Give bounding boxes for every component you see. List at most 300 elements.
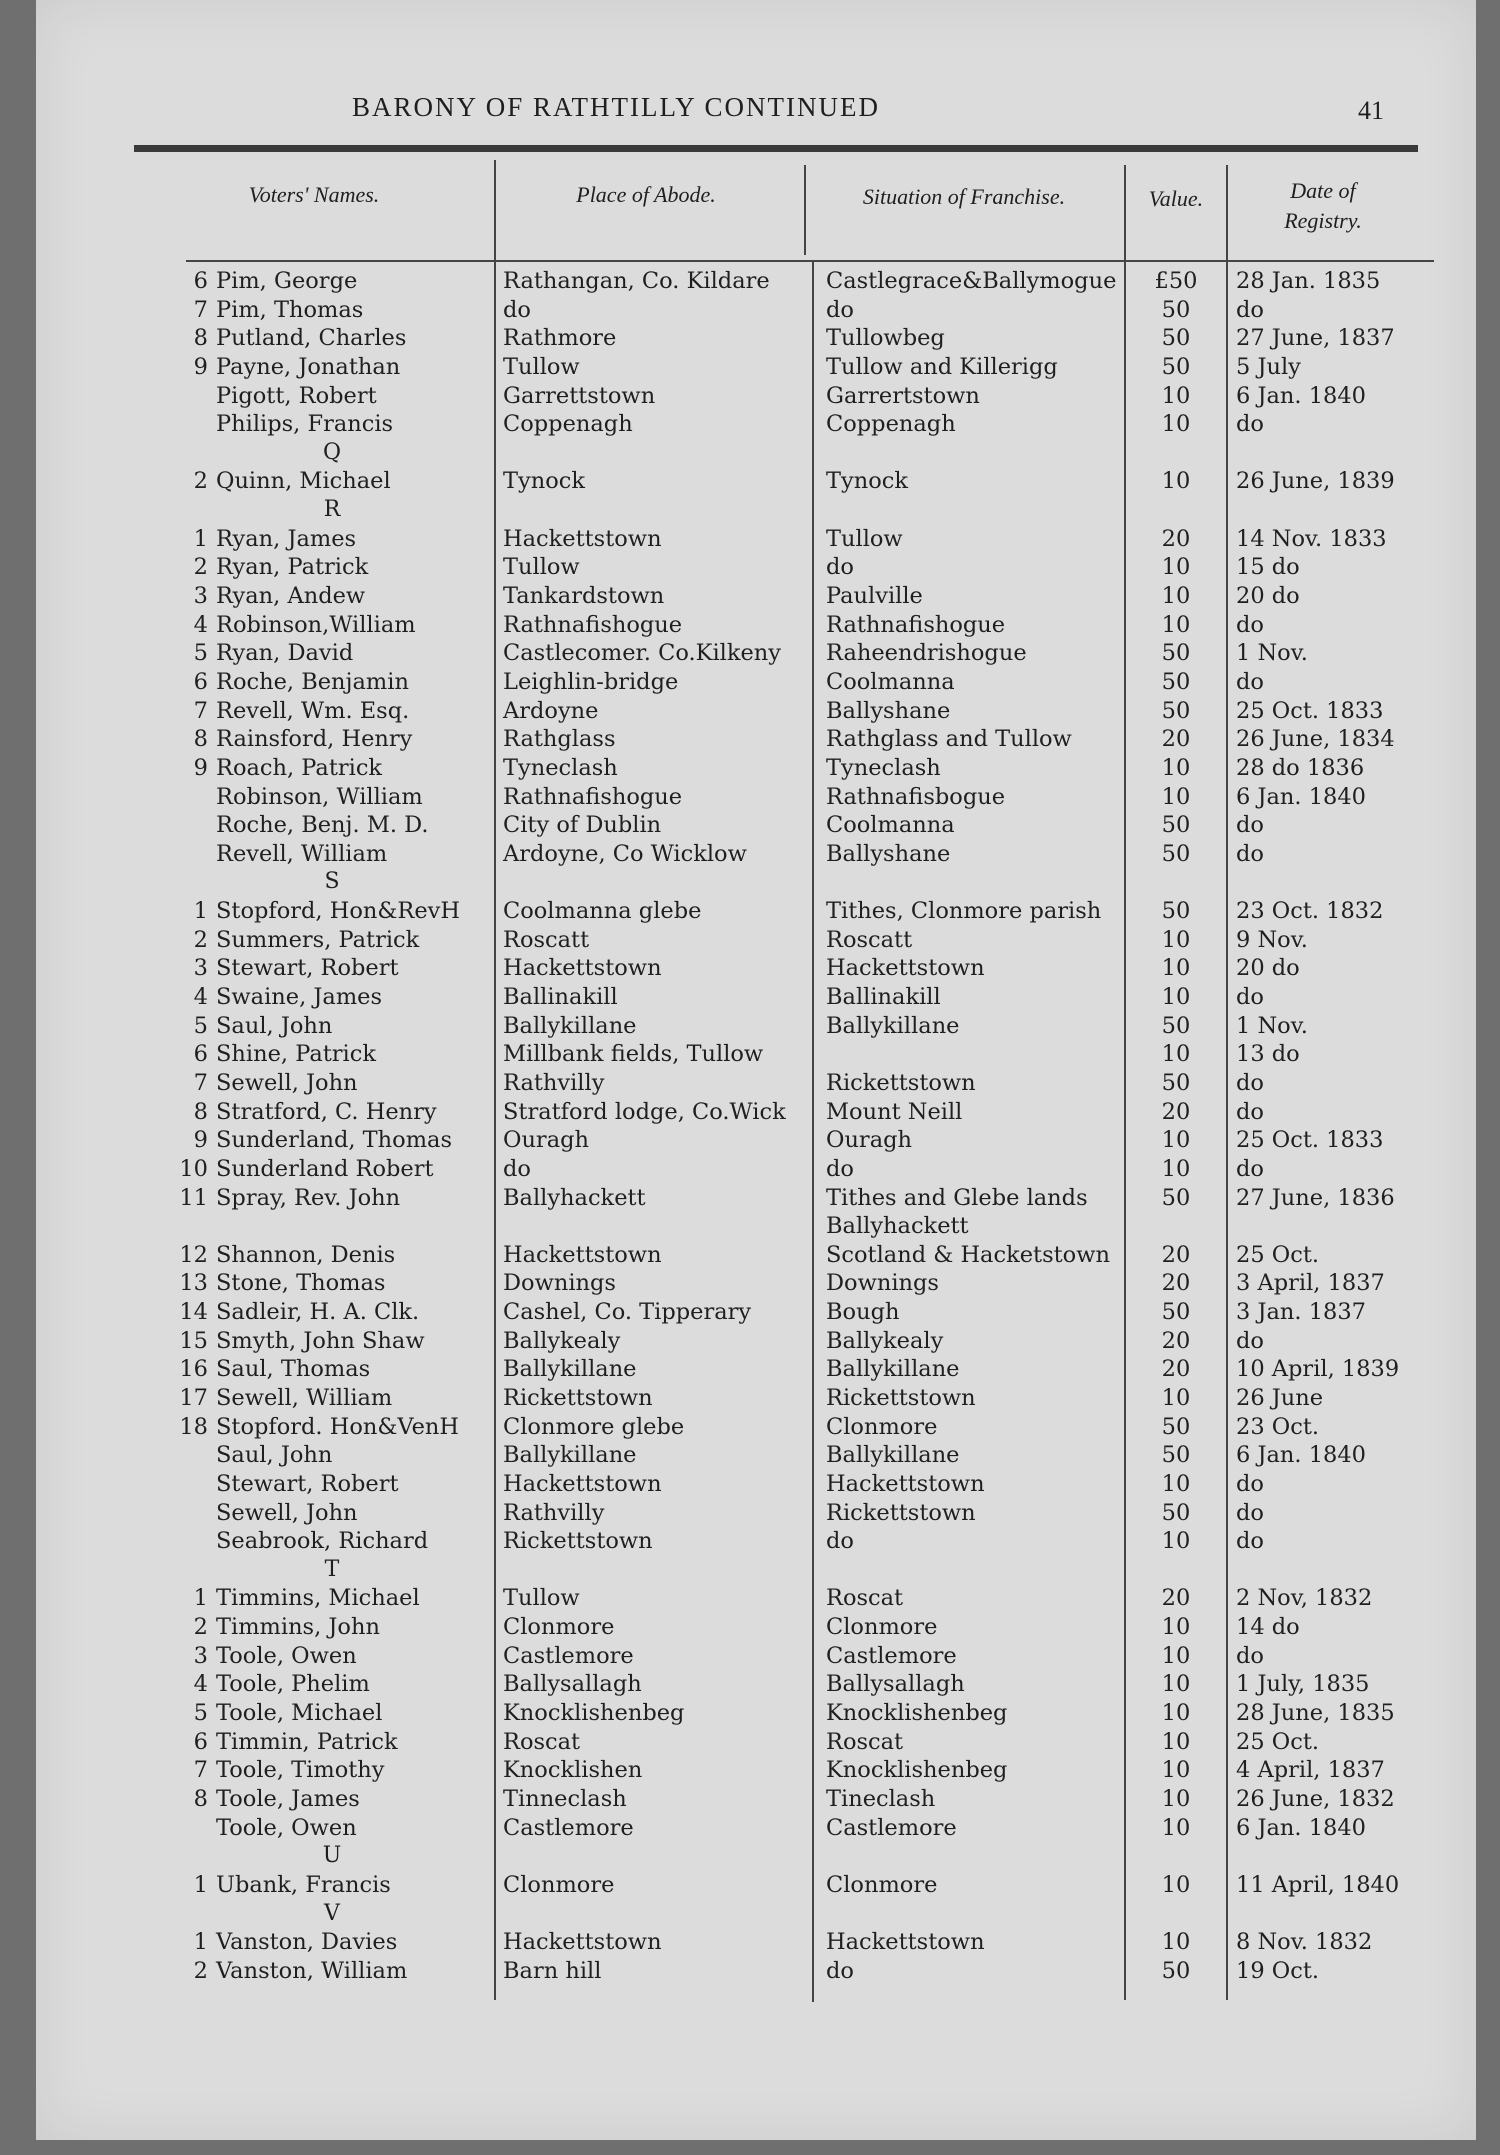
franchise-value: 10 xyxy=(1161,984,1191,1011)
date-of-registry: 26 June xyxy=(1236,1384,1324,1411)
table-row xyxy=(36,698,1476,727)
date-of-registry: do xyxy=(1236,668,1264,695)
section-letter: S xyxy=(324,869,340,895)
franchise-value: 10 xyxy=(1161,611,1191,638)
date-of-registry: do xyxy=(1236,840,1264,867)
row-number: 10 xyxy=(179,1155,208,1182)
situation-of-franchise: Knocklishenbeg xyxy=(826,1700,1008,1727)
row-number: 12 xyxy=(179,1241,208,1268)
date-of-registry: 1 July, 1835 xyxy=(1236,1671,1370,1698)
row-number: 7 xyxy=(193,1069,208,1096)
place-of-abode: Clonmore xyxy=(503,1871,615,1898)
table-row xyxy=(36,468,1476,497)
table-row xyxy=(36,955,1476,984)
row-number: 1 xyxy=(193,898,208,925)
voter-name: Pigott, Robert xyxy=(216,382,377,409)
voter-list xyxy=(36,268,1476,1986)
franchise-value: 10 xyxy=(1161,1700,1191,1727)
table-row xyxy=(36,383,1476,412)
table-row xyxy=(36,1070,1476,1099)
date-of-registry: do xyxy=(1236,1098,1264,1125)
row-number: 3 xyxy=(193,583,208,610)
voter-name: Pim, George xyxy=(216,268,358,294)
voter-name: Toole, Michael xyxy=(216,1700,383,1727)
table-row xyxy=(36,1127,1476,1156)
situation-of-franchise: Downings xyxy=(826,1270,939,1297)
table-row xyxy=(36,812,1476,841)
situation-of-franchise: do xyxy=(826,1957,854,1984)
table-row xyxy=(36,1242,1476,1271)
place-of-abode: Clonmore xyxy=(503,1614,615,1641)
place-of-abode: Ballykealy xyxy=(503,1327,621,1354)
date-of-registry: 4 April, 1837 xyxy=(1236,1757,1385,1784)
date-of-registry: 6 Jan. 1840 xyxy=(1236,1442,1366,1469)
voter-name: Stewart, Robert xyxy=(216,955,399,982)
table-row xyxy=(36,726,1476,755)
franchise-value: 10 xyxy=(1161,1127,1191,1154)
section-letter: T xyxy=(324,1556,340,1582)
franchise-value: 50 xyxy=(1161,640,1191,667)
franchise-value: 10 xyxy=(1161,1041,1191,1068)
place-of-abode: Castlemore xyxy=(503,1642,634,1669)
situation-of-franchise: Rathnafishogue xyxy=(826,611,1006,638)
date-of-registry: 26 June, 1839 xyxy=(1236,468,1395,495)
column-header-value: Value. xyxy=(1148,186,1204,211)
date-of-registry: do xyxy=(1236,1069,1264,1096)
situation-of-franchise: do xyxy=(826,554,854,581)
row-number: 8 xyxy=(193,1098,208,1125)
franchise-value: 20 xyxy=(1161,1327,1191,1354)
date-of-registry: 2 Nov, 1832 xyxy=(1236,1585,1373,1612)
table-row xyxy=(36,354,1476,383)
column-header-franchise: Situation of Franchise. xyxy=(862,184,1066,209)
place-of-abode: Ballykillane xyxy=(503,1356,637,1383)
row-number: 2 xyxy=(193,1957,208,1984)
page-header xyxy=(36,92,1476,132)
date-of-registry: 1 Nov. xyxy=(1236,640,1308,667)
voter-name: Stone, Thomas xyxy=(216,1270,386,1297)
place-of-abode: Millbank fields, Tullow xyxy=(503,1041,764,1068)
date-of-registry: 6 Jan. 1840 xyxy=(1236,1814,1366,1841)
situation-of-franchise: Ballyhackett xyxy=(826,1213,969,1240)
date-of-registry: 25 Oct. xyxy=(1236,1241,1320,1268)
table-row xyxy=(36,1528,1476,1557)
date-of-registry: 9 Nov. xyxy=(1236,926,1308,953)
table-row xyxy=(36,841,1476,870)
table-row xyxy=(36,1671,1476,1700)
situation-of-franchise: do xyxy=(826,1528,854,1555)
column-header-names: Voters' Names. xyxy=(248,182,380,207)
situation-of-franchise: Rathglass and Tullow xyxy=(826,726,1072,753)
voter-name: Ryan, David xyxy=(216,640,354,667)
voter-name: Ryan, Andew xyxy=(216,583,366,610)
voter-name: Saul, John xyxy=(216,1012,333,1039)
date-of-registry: do xyxy=(1236,1528,1264,1555)
place-of-abode: do xyxy=(503,1155,531,1182)
row-number: 2 xyxy=(193,1614,208,1641)
situation-of-franchise: Tullow xyxy=(826,525,903,552)
voter-name: Rainsford, Henry xyxy=(216,726,413,753)
place-of-abode: Leighlin-bridge xyxy=(503,668,679,695)
place-of-abode: Hackettstown xyxy=(503,1929,662,1956)
voter-name: Vanston, William xyxy=(216,1957,408,1984)
date-of-registry: 25 Oct. 1833 xyxy=(1236,1127,1384,1154)
row-number: 4 xyxy=(193,1671,208,1698)
page-number: 41 xyxy=(1358,96,1384,125)
franchise-value: 50 xyxy=(1161,1442,1191,1469)
place-of-abode: Ballyhackett xyxy=(503,1184,646,1211)
voter-name: Stratford, C. Henry xyxy=(216,1098,437,1125)
voter-name: Robinson, William xyxy=(216,783,423,810)
voter-name: Sunderland, Thomas xyxy=(216,1127,453,1154)
voter-name: Sadleir, H. A. Clk. xyxy=(216,1299,420,1326)
situation-of-franchise: Castlegrace&Ballymogue xyxy=(826,268,1117,294)
situation-of-franchise: do xyxy=(826,1155,854,1182)
franchise-value: 20 xyxy=(1161,1270,1191,1297)
document-page xyxy=(36,0,1476,2140)
situation-of-franchise: Bough xyxy=(826,1299,900,1326)
voter-name: Roche, Benj. M. D. xyxy=(216,812,429,839)
voter-name: Roach, Patrick xyxy=(216,754,383,781)
row-number: 11 xyxy=(179,1184,208,1211)
date-of-registry: do xyxy=(1236,1327,1264,1354)
table-row xyxy=(36,297,1476,326)
column-header-date-line2: Registry. xyxy=(1284,208,1362,233)
row-number: 13 xyxy=(179,1270,208,1297)
date-of-registry: 14 Nov. 1833 xyxy=(1236,525,1387,552)
place-of-abode: Tyneclash xyxy=(503,754,618,781)
date-of-registry: 23 Oct. xyxy=(1236,1413,1320,1440)
row-number: 1 xyxy=(193,1929,208,1956)
voter-name: Shannon, Denis xyxy=(216,1241,396,1268)
franchise-value: 10 xyxy=(1161,1470,1191,1497)
voter-name: Spray, Rev. John xyxy=(216,1184,401,1211)
franchise-value: 50 xyxy=(1161,1957,1191,1984)
table-row xyxy=(36,612,1476,641)
row-number: 5 xyxy=(193,1700,208,1727)
franchise-value: 10 xyxy=(1161,583,1191,610)
row-number: 1 xyxy=(193,1871,208,1898)
situation-of-franchise: Ballykillane xyxy=(826,1356,960,1383)
row-number: 3 xyxy=(193,1642,208,1669)
date-of-registry: 28 June, 1835 xyxy=(1236,1700,1395,1727)
voter-name: Shine, Patrick xyxy=(216,1041,376,1068)
situation-of-franchise: Mount Neill xyxy=(826,1098,963,1125)
situation-of-franchise: Tullow and Killerigg xyxy=(826,353,1058,380)
franchise-value: 10 xyxy=(1161,1785,1191,1812)
column-divider xyxy=(804,165,806,255)
franchise-value: 10 xyxy=(1161,1528,1191,1555)
franchise-value: 10 xyxy=(1161,1757,1191,1784)
section-letter-row xyxy=(36,1557,1476,1586)
situation-of-franchise: Tullowbeg xyxy=(826,325,945,352)
section-letter-row xyxy=(36,440,1476,469)
table-row xyxy=(36,1414,1476,1443)
date-of-registry: 19 Oct. xyxy=(1236,1957,1320,1984)
franchise-value: 50 xyxy=(1161,1299,1191,1326)
row-number: 14 xyxy=(179,1299,208,1326)
row-number: 4 xyxy=(193,984,208,1011)
date-of-registry: do xyxy=(1236,1642,1264,1669)
table-row xyxy=(36,1614,1476,1643)
table-row xyxy=(36,1872,1476,1901)
table-row xyxy=(36,784,1476,813)
table-row xyxy=(36,1700,1476,1729)
section-letter-row xyxy=(36,497,1476,526)
voter-name: Saul, Thomas xyxy=(216,1356,371,1383)
situation-of-franchise: Tineclash xyxy=(826,1785,936,1812)
row-number: 1 xyxy=(193,525,208,552)
date-of-registry: do xyxy=(1236,1155,1264,1182)
place-of-abode: Clonmore glebe xyxy=(503,1413,685,1440)
table-row xyxy=(36,1328,1476,1357)
situation-of-franchise: Coolmanna xyxy=(826,812,955,839)
row-number: 18 xyxy=(179,1413,208,1440)
voter-name: Revell, Wm. Esq. xyxy=(216,697,410,724)
voter-name: Quinn, Michael xyxy=(216,468,391,495)
voter-name: Revell, William xyxy=(216,840,388,867)
franchise-value: 10 xyxy=(1161,1871,1191,1898)
franchise-value: 10 xyxy=(1161,1642,1191,1669)
franchise-value: 10 xyxy=(1161,783,1191,810)
situation-of-franchise: Ballykealy xyxy=(826,1327,944,1354)
voter-name: Toole, Phelim xyxy=(216,1671,370,1698)
franchise-value: 50 xyxy=(1161,1499,1191,1526)
voter-name: Pim, Thomas xyxy=(216,296,364,323)
date-of-registry: 20 do xyxy=(1236,955,1300,982)
franchise-value: 50 xyxy=(1161,325,1191,352)
header-rule xyxy=(134,145,1418,152)
situation-of-franchise: Ballyshane xyxy=(826,840,951,867)
situation-of-franchise: Roscat xyxy=(826,1585,904,1612)
section-letter-row xyxy=(36,1843,1476,1872)
date-of-registry: 10 April, 1839 xyxy=(1236,1356,1400,1383)
place-of-abode: do xyxy=(503,296,531,323)
situation-of-franchise: Coppenagh xyxy=(826,411,956,438)
franchise-value: 50 xyxy=(1161,1184,1191,1211)
situation-of-franchise: Coolmanna xyxy=(826,668,955,695)
voter-name: Sunderland Robert xyxy=(216,1155,434,1182)
place-of-abode: Rathmore xyxy=(503,325,617,352)
row-number: 2 xyxy=(193,554,208,581)
place-of-abode: Ardoyne xyxy=(503,697,599,724)
situation-of-franchise: Raheendrishogue xyxy=(826,640,1027,667)
situation-of-franchise: Knocklishenbeg xyxy=(826,1757,1008,1784)
table-row xyxy=(36,1929,1476,1958)
table-row xyxy=(36,1729,1476,1758)
place-of-abode: Barn hill xyxy=(503,1957,602,1984)
voter-name: Timmins, John xyxy=(216,1614,380,1641)
franchise-value: 10 xyxy=(1161,1384,1191,1411)
place-of-abode: Tinneclash xyxy=(503,1785,627,1812)
date-of-registry: 25 Oct. xyxy=(1236,1728,1320,1755)
row-number: 17 xyxy=(179,1384,208,1411)
header-divider xyxy=(186,260,1434,262)
situation-of-franchise: Rickettstown xyxy=(826,1384,976,1411)
table-row xyxy=(36,669,1476,698)
date-of-registry: 27 June, 1837 xyxy=(1236,325,1395,352)
row-number: 4 xyxy=(193,611,208,638)
voter-name: Ryan, James xyxy=(216,525,357,552)
date-of-registry: 6 Jan. 1840 xyxy=(1236,783,1366,810)
date-of-registry: 1 Nov. xyxy=(1236,1012,1308,1039)
situation-of-franchise: Ouragh xyxy=(826,1127,913,1154)
place-of-abode: Ballykillane xyxy=(503,1012,637,1039)
place-of-abode: Rathnafishogue xyxy=(503,783,683,810)
franchise-value: 10 xyxy=(1161,1614,1191,1641)
voter-name: Toole, Owen xyxy=(216,1642,357,1669)
voter-name: Swaine, James xyxy=(216,984,383,1011)
table-row xyxy=(36,1041,1476,1070)
table-row xyxy=(36,755,1476,784)
voter-name: Robinson,William xyxy=(216,611,416,638)
franchise-value: 10 xyxy=(1161,411,1191,438)
date-of-registry: do xyxy=(1236,812,1264,839)
table-row xyxy=(36,1958,1476,1987)
table-row xyxy=(36,526,1476,555)
situation-of-franchise: Hackettstown xyxy=(826,955,985,982)
row-number: 5 xyxy=(193,640,208,667)
date-of-registry: 27 June, 1836 xyxy=(1236,1184,1395,1211)
voter-name: Timmins, Michael xyxy=(216,1585,420,1612)
date-of-registry: do xyxy=(1236,411,1264,438)
franchise-value: 20 xyxy=(1161,1585,1191,1612)
date-of-registry: 25 Oct. 1833 xyxy=(1236,697,1384,724)
place-of-abode: Castlecomer. Co.Kilkeny xyxy=(503,640,781,667)
place-of-abode: Hackettstown xyxy=(503,525,662,552)
row-number: 9 xyxy=(193,1127,208,1154)
voter-name: Stopford. Hon&VenH xyxy=(216,1413,460,1440)
place-of-abode: Castlemore xyxy=(503,1814,634,1841)
date-of-registry: 14 do xyxy=(1236,1614,1300,1641)
place-of-abode: Knocklishenbeg xyxy=(503,1700,685,1727)
franchise-value: 50 xyxy=(1161,1413,1191,1440)
table-row xyxy=(36,1442,1476,1471)
situation-of-franchise: Ballykillane xyxy=(826,1012,960,1039)
place-of-abode: Tankardstown xyxy=(503,583,665,610)
row-number: 16 xyxy=(179,1356,208,1383)
franchise-value: 10 xyxy=(1161,1671,1191,1698)
row-number: 7 xyxy=(193,1757,208,1784)
franchise-value: 50 xyxy=(1161,898,1191,925)
franchise-value: 50 xyxy=(1161,353,1191,380)
franchise-value: 10 xyxy=(1161,1728,1191,1755)
section-letter-row xyxy=(36,1901,1476,1930)
date-of-registry: 13 do xyxy=(1236,1041,1300,1068)
voter-name: Toole, Timothy xyxy=(216,1757,385,1784)
place-of-abode: Rickettstown xyxy=(503,1384,653,1411)
table-row xyxy=(36,1500,1476,1529)
franchise-value: 20 xyxy=(1161,726,1191,753)
date-of-registry: 3 Jan. 1837 xyxy=(1236,1299,1366,1326)
voter-name: Putland, Charles xyxy=(216,325,407,352)
place-of-abode: Tullow xyxy=(503,554,580,581)
place-of-abode: Tullow xyxy=(503,1585,580,1612)
voter-name: Stewart, Robert xyxy=(216,1470,399,1497)
franchise-value: 50 xyxy=(1161,1069,1191,1096)
row-number: 1 xyxy=(193,1585,208,1612)
franchise-value: 10 xyxy=(1161,382,1191,409)
section-letter: Q xyxy=(322,439,342,465)
franchise-value: 50 xyxy=(1161,1012,1191,1039)
row-number: 9 xyxy=(193,754,208,781)
place-of-abode: Ardoyne, Co Wicklow xyxy=(503,840,747,867)
place-of-abode: Coolmanna glebe xyxy=(503,898,702,925)
voter-name: Ryan, Patrick xyxy=(216,554,369,581)
franchise-value: 10 xyxy=(1161,468,1191,495)
franchise-value: 10 xyxy=(1161,1814,1191,1841)
voter-name: Sewell, John xyxy=(216,1499,358,1526)
page-title: BARONY OF RATHTILLY CONTINUED xyxy=(351,92,881,122)
date-of-registry: do xyxy=(1236,611,1264,638)
situation-of-franchise: Roscatt xyxy=(826,926,913,953)
franchise-value: 10 xyxy=(1161,554,1191,581)
place-of-abode: Tullow xyxy=(503,353,580,380)
place-of-abode: Ballinakill xyxy=(503,984,618,1011)
row-number: 6 xyxy=(193,668,208,695)
place-of-abode: Ouragh xyxy=(503,1127,590,1154)
place-of-abode: Roscat xyxy=(503,1728,581,1755)
row-number: 8 xyxy=(193,726,208,753)
place-of-abode: Stratford lodge, Co.Wick xyxy=(503,1098,786,1125)
date-of-registry: 23 Oct. 1832 xyxy=(1236,898,1384,925)
table-row xyxy=(36,1099,1476,1128)
franchise-value: 10 xyxy=(1161,926,1191,953)
table-row xyxy=(36,1471,1476,1500)
row-number: 6 xyxy=(193,268,208,294)
table-row xyxy=(36,1185,1476,1214)
franchise-value: 10 xyxy=(1161,754,1191,781)
franchise-value: 20 xyxy=(1161,525,1191,552)
table-row xyxy=(36,1643,1476,1672)
date-of-registry: 26 June, 1834 xyxy=(1236,726,1395,753)
voter-name: Smyth, John Shaw xyxy=(216,1327,425,1354)
date-of-registry: do xyxy=(1236,296,1264,323)
column-header-abode: Place of Abode. xyxy=(576,182,716,207)
situation-of-franchise: Hackettstown xyxy=(826,1470,985,1497)
franchise-value: 10 xyxy=(1161,955,1191,982)
place-of-abode: City of Dublin xyxy=(503,812,662,839)
voter-name: Roche, Benjamin xyxy=(216,668,409,695)
table-row xyxy=(36,898,1476,927)
row-number: 7 xyxy=(193,697,208,724)
date-of-registry: do xyxy=(1236,1470,1264,1497)
place-of-abode: Hackettstown xyxy=(503,1241,662,1268)
franchise-value: 20 xyxy=(1161,1356,1191,1383)
franchise-value: 50 xyxy=(1161,668,1191,695)
table-row xyxy=(36,1270,1476,1299)
row-number: 15 xyxy=(179,1327,208,1354)
table-row xyxy=(36,640,1476,669)
date-of-registry: 5 July xyxy=(1236,353,1301,380)
franchise-value: 50 xyxy=(1161,840,1191,867)
table-row xyxy=(36,1757,1476,1786)
table-row xyxy=(36,1213,1476,1242)
situation-of-franchise: Ballyshane xyxy=(826,697,951,724)
date-of-registry: 20 do xyxy=(1236,583,1300,610)
franchise-value: 20 xyxy=(1161,1098,1191,1125)
franchise-value: 50 xyxy=(1161,697,1191,724)
franchise-value: 50 xyxy=(1161,296,1191,323)
date-of-registry: 28 do 1836 xyxy=(1236,754,1365,781)
row-number: 8 xyxy=(193,325,208,352)
voter-name: Toole, Owen xyxy=(216,1814,357,1841)
section-letter: U xyxy=(322,1843,342,1869)
place-of-abode: Rathnafishogue xyxy=(503,611,683,638)
row-number: 6 xyxy=(193,1041,208,1068)
place-of-abode: Hackettstown xyxy=(503,1470,662,1497)
place-of-abode: Cashel, Co. Tipperary xyxy=(503,1299,752,1326)
